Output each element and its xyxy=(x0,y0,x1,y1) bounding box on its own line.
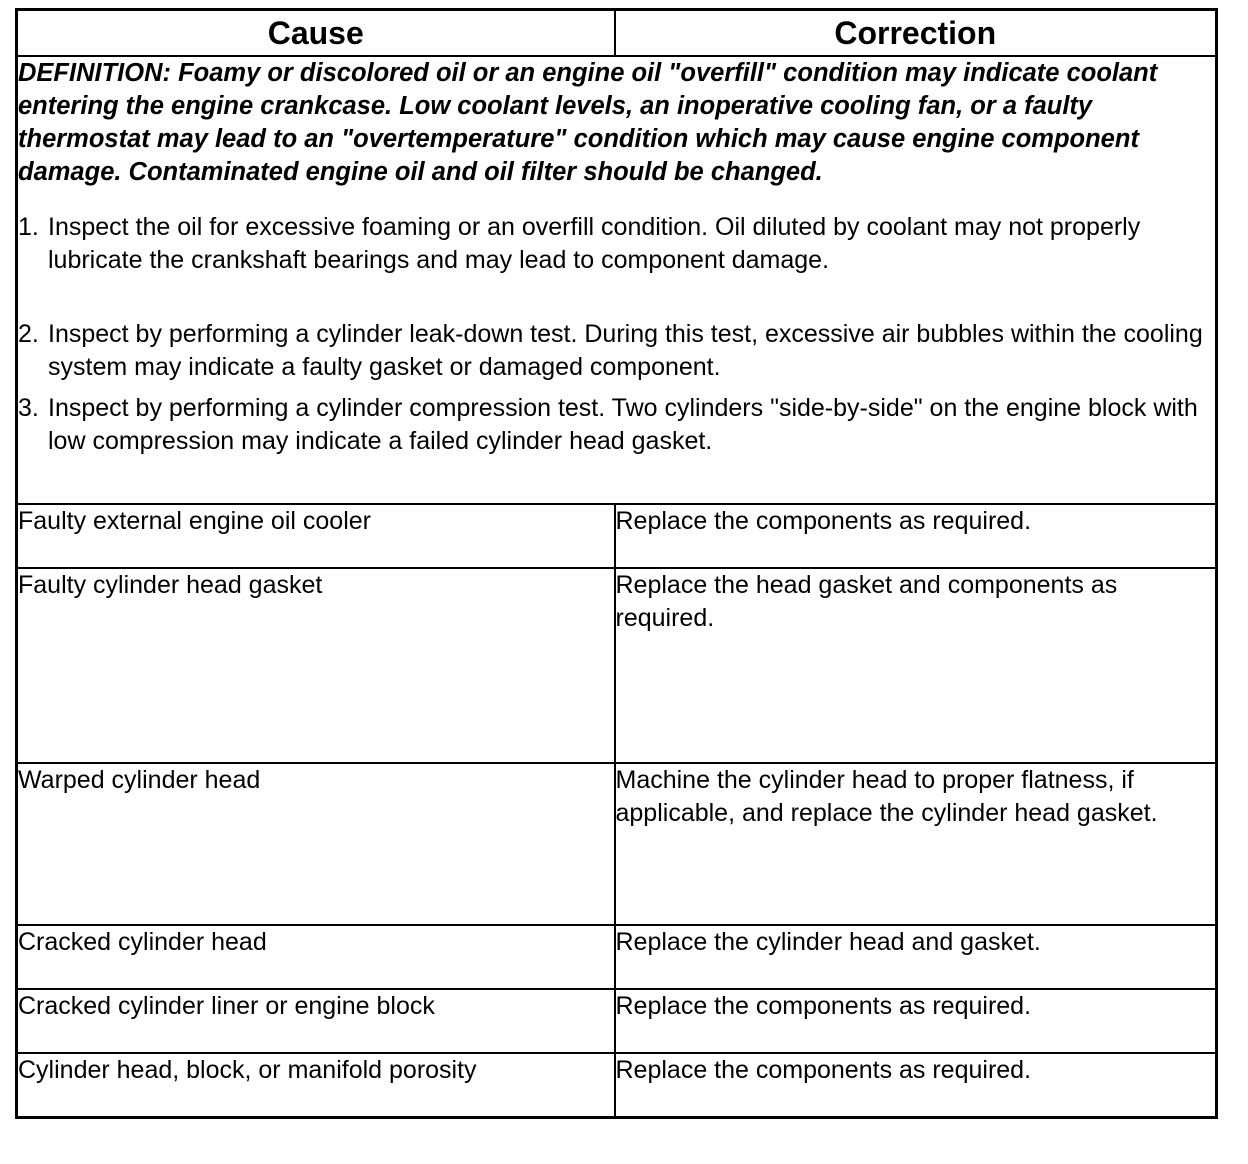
definition-text: DEFINITION: Foamy or discolored oil or an engine oil "overfill" condition may indicate coolant entering the engine crankcase. Low coolant levels, an inoperative cooling fan, or a faulty thermostat may lead to an "overtemperature" condition which may cause engine component damage. Contaminated engine oil and oil filter should be changed. xyxy=(18,59,1158,186)
correction-cell: Machine the cylinder head to proper flatness, if applicable, and replace the cylinder head gasket. xyxy=(615,763,1217,925)
step-text: Inspect by performing a cylinder compression test. Two cylinders "side-by-side" on the engine block with low compression may indicate a failed cylinder head gasket. xyxy=(48,394,1198,455)
correction-cell: Replace the components as required. xyxy=(615,504,1217,568)
correction-cell: Replace the cylinder head and gasket. xyxy=(615,925,1217,989)
table-row xyxy=(17,1053,1217,1118)
step-number: 3. xyxy=(18,394,39,422)
table-row xyxy=(17,763,1217,925)
step-item xyxy=(18,211,1215,277)
step-text: Inspect the oil for excessive foaming or an overfill condition. Oil diluted by coolant may not properly lubricate the crankshaft bearings and may lead to component damage. xyxy=(48,213,1141,274)
step-item xyxy=(18,318,1215,384)
cause-cell: Cracked cylinder liner or engine block xyxy=(17,989,615,1053)
header-row xyxy=(17,10,1217,57)
step-number: 1. xyxy=(18,213,39,241)
correction-cell: Replace the components as required. xyxy=(615,1053,1217,1118)
troubleshooting-table xyxy=(15,8,1218,1119)
step-text: Inspect by performing a cylinder leak-down test. During this test, excessive air bubbles within the cooling system may indicate a faulty gasket or damaged component. xyxy=(48,320,1203,381)
step-number: 2. xyxy=(18,320,39,348)
cause-cell: Cracked cylinder head xyxy=(17,925,615,989)
cause-column-header: Cause xyxy=(17,10,615,57)
step-item xyxy=(18,392,1215,458)
cause-cell: Faulty external engine oil cooler xyxy=(17,504,615,568)
correction-cell: Replace the components as required. xyxy=(615,989,1217,1053)
table-row xyxy=(17,925,1217,989)
table-row xyxy=(17,568,1217,763)
table-row xyxy=(17,989,1217,1053)
cause-cell: Faulty cylinder head gasket xyxy=(17,568,615,763)
table-row xyxy=(17,504,1217,568)
definition-row xyxy=(17,56,1217,504)
definition-cell xyxy=(17,56,1217,504)
cause-cell: Warped cylinder head xyxy=(17,763,615,925)
correction-column-header: Correction xyxy=(615,10,1217,57)
inspection-steps xyxy=(18,211,1215,458)
cause-cell: Cylinder head, block, or manifold porosity xyxy=(17,1053,615,1118)
correction-cell: Replace the head gasket and components as required. xyxy=(615,568,1217,763)
